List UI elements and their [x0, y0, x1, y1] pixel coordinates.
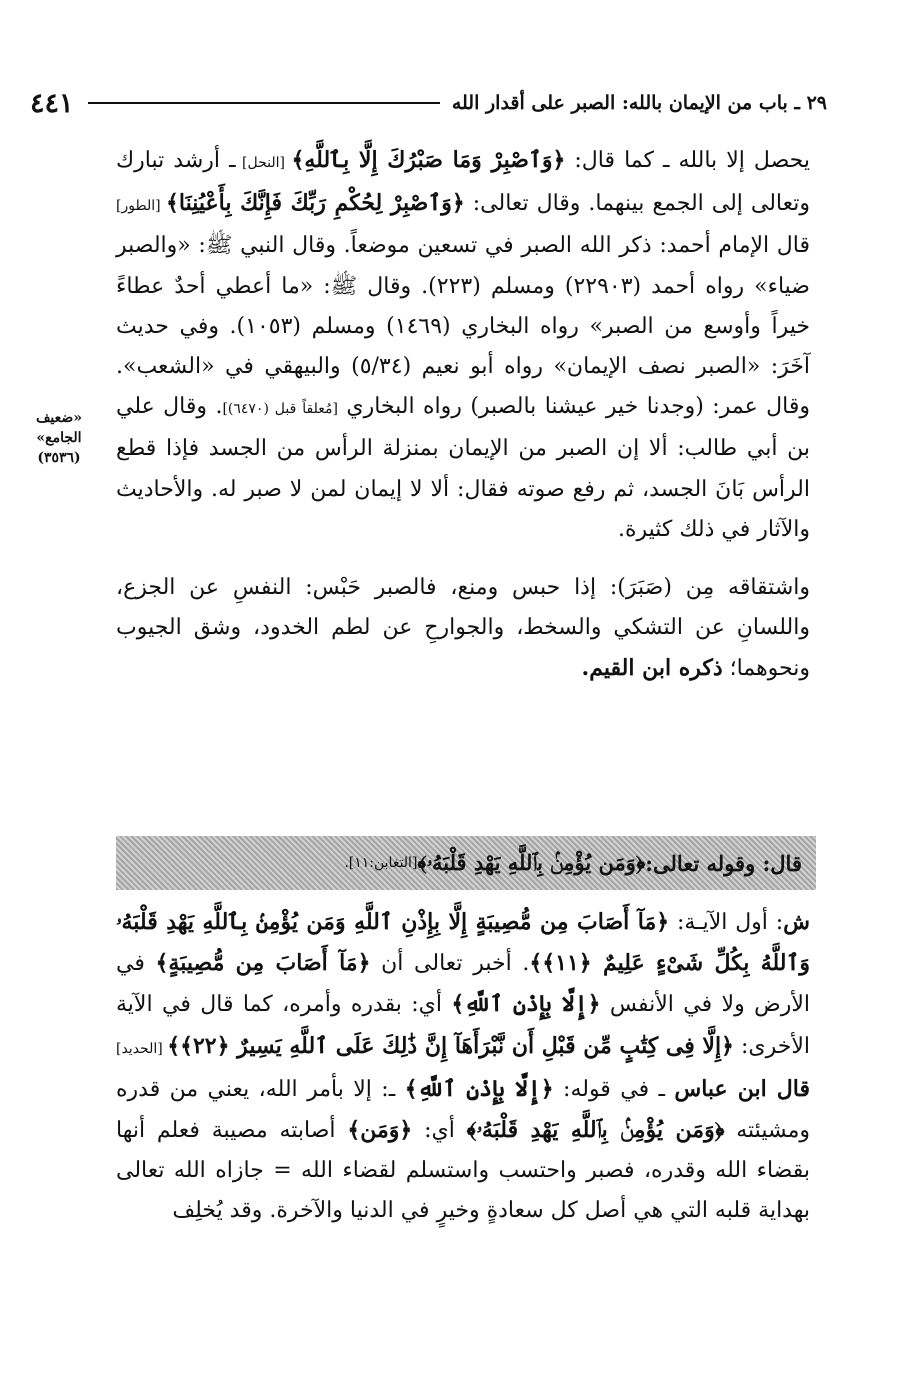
surah-reference: [الطور]	[116, 198, 166, 215]
text-run: أي: بقدره وأمره، كما قال في الآية الأخرى:	[116, 992, 810, 1059]
source-attribution: ذكره ابن القيم.	[581, 655, 723, 682]
margin-note-line: الجامع»	[36, 430, 82, 446]
section-banner	[116, 836, 816, 890]
quran-verse: ﴿وَٱصْبِرْ لِحُكْمِ رَبِّكَ فَإِنَّكَ بِأَعْيُنِنَا﴾	[166, 190, 465, 217]
surah-reference: [النحل]	[235, 155, 292, 171]
text-run: أي:	[412, 1118, 467, 1144]
paragraph-etymology	[116, 568, 810, 690]
page-number: ٤٤١	[30, 87, 74, 119]
text-run: . أخبر تعالى أن	[370, 951, 530, 977]
surah-reference: [الحديد]	[116, 1040, 168, 1057]
quran-verse: ﴿وَمَن يُؤْمِنۢ بِٱللَّهِ يَهْدِ قَلْبَهُۥ﴾	[466, 1117, 725, 1144]
narrator-attribution: قال ابن عباس	[674, 1075, 810, 1102]
commentary-paragraph	[116, 902, 810, 1232]
margin-note	[22, 408, 96, 468]
text-run: واشتقاقه مِن (صَبَرَ): إذا حبس ومنع، فالصبر حَبْس: النفسِ عن الجزع، واللسانِ عن التشكي والسخط، والجوارحِ عن لطم الخدود، وشق الجيوب ونحوهما؛	[116, 575, 810, 682]
commentary-text	[116, 902, 810, 1232]
quran-verse: ﴿مَآ أَصَابَ مِن مُّصِيبَةٍ إِلَّا بِإِذْنِ ٱللَّهِ وَمَن يُؤْمِنۢ بِٱللَّهِ يَهْدِ قَلْبَهُۥ وَٱللَّهُ بِكُلِّ شَىْءٍ عَلِيمٌ ﴿١١﴾﴾	[116, 909, 811, 977]
chapter-title: ٢٩ ـ باب من الإيمان بالله: الصبر على أقدار الله	[451, 92, 827, 114]
banner-prefix: قال: وقوله تعالى:	[645, 850, 802, 876]
paragraph-patience	[116, 140, 810, 550]
text-run: أصابته مصيبة فعلم أنها بقضاء الله وقدره، فصبر واحتسب واستسلم لقضاء الله = جازاه الله تعالى بهداية قلبه التي هي أصل كل سعادةٍ وخيرٍ في الدنيا والآخرة. وقد يُخلِف	[116, 1118, 810, 1224]
quran-verse: ﴿وَٱصْبِرْ وَمَا صَبْرُكَ إِلَّا بِٱللَّهِ﴾	[291, 147, 566, 173]
text-run: يحصل إلا بالله ـ كما قال:	[565, 148, 810, 173]
text-run: . وقال علي بن أبي طالب: ألا إن الصبر من الإيمان بمنزلة الرأس من الجسد فإذا قطع الرأس بَانَ الجسد، ثم رفع صوته فقال: ألا لا إيمان لمن لا صبر له. والأحاديث والآثار في ذلك كثيرة.	[116, 394, 810, 542]
banner-verse: ﴿وَمَن يُؤْمِنۢ بِٱللَّهِ يَهْدِ قَلْبَهُۥ﴾	[417, 850, 646, 875]
hadith-reference: [مُعلقاً قبل (٦٤٧٠)]	[222, 401, 338, 418]
commentary-lead: ش	[783, 909, 810, 935]
text-run: قال الإمام أحمد: ذكر الله الصبر في تسعين موضعاً. وقال النبي ﷺ: «والصبر ضياء» رواه أحمد (٢٢٩٠٣) ومسلم (٢٢٣). وقال ﷺ: «ما أعطي أحدٌ عطاءً خيراً وأوسع من الصبر» رواه البخاري (١٤٦٩) ومسلم (١٠٥٣). وفي حديث آخَرَ: «الصبر نصف الإيمان» رواه أبو نعيم (٥/٣٤) والبيهقي في «الشعب». وقال عمر: (وجدنا خير عيشنا بالصبر) رواه البخاري	[116, 233, 810, 420]
text-run: : أول الآيـة:	[669, 910, 784, 935]
quran-verse: ﴿إِلَّا بِإِذْنِ ٱللَّهِ﴾	[404, 1075, 554, 1102]
quran-verse: ﴿إِلَّا فِى كِتَٰبٍ مِّن قَبْلِ أَن نَّبْرَأَهَآ إِنَّ ذَٰلِكَ عَلَى ٱللَّهِ يَسِيرٌ ﴿٢٢﴾﴾	[167, 1032, 734, 1059]
quran-verse: ﴿مَآ أَصَابَ مِن مُّصِيبَةٍ﴾	[155, 950, 371, 977]
quran-verse: ﴿إِلَّا بِإِذْنِ ٱللَّهِ﴾	[451, 991, 601, 1018]
main-text	[116, 140, 810, 690]
page-header	[30, 86, 827, 120]
text-run: ـ في قوله:	[553, 1076, 675, 1102]
margin-note-line: «ضعيف	[35, 410, 83, 426]
header-rule	[88, 102, 440, 104]
text-run: ـ: إلا بأمر الله، يعني من قدره ومشيئته	[116, 1076, 810, 1144]
text-run: ـ أرشد تبارك وتعالى إلى الجمع بينهما. وقال تعالى:	[116, 148, 810, 217]
banner-reference: [التغابن:١١].	[344, 855, 418, 871]
margin-note-line: (٣٥٣٦)	[37, 450, 81, 466]
text-run: في الأرض ولا في الأنفس	[116, 951, 810, 1018]
quran-verse: ﴿وَمَن﴾	[347, 1117, 413, 1144]
